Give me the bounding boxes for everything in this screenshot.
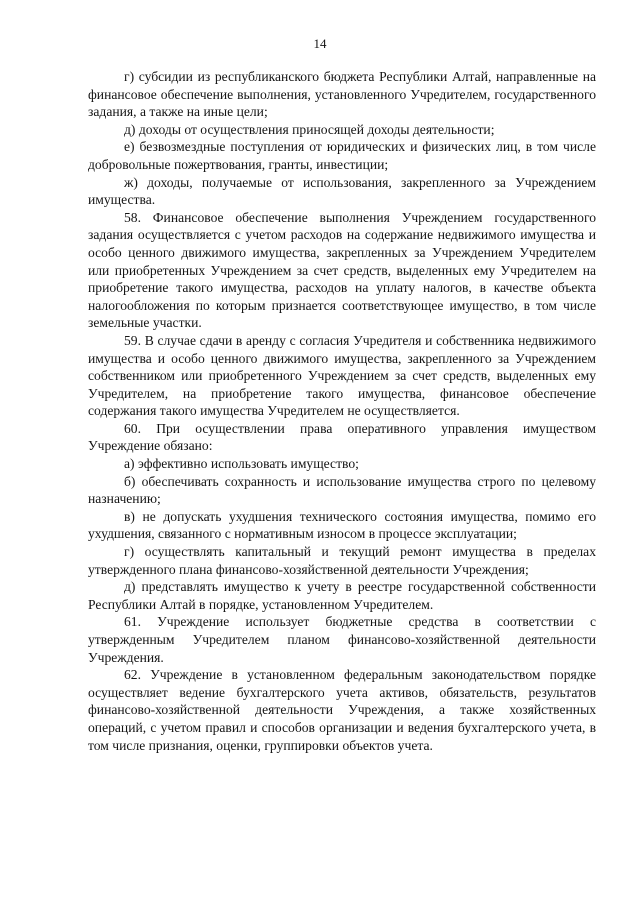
- paragraph-property-income: ж) доходы, получаемые от использования, закрепленного за Учреждением имущества.: [88, 174, 596, 208]
- clause-60-item-a: а) эффективно использовать имущество;: [124, 456, 359, 472]
- clause-59: 59. В случае сдачи в аренду с согласия Учредителя и собственника недвижимого имущества и особо ценного движимого имущества, закрепленного за Учреждением собственником или приобретенного Учреждением за счет средств, выделенных ему Учредителем, на приобретение такого имущества, финансовое обеспечение содержания такого имущества Учредителем не осуществляется.: [88, 332, 596, 419]
- clause-58: 58. Финансовое обеспечение выполнения Учреждением государственного задания осуществляется с учетом расходов на содержание недвижимого имущества и особо ценного движимого имущества, закрепленных за Учреждением Учредителем или приобретенных Учреждением за счет средств, выделенных ему Учредителем на приобретение такого имущества, расходов на уплату налогов, в качестве объекта налогообложения по которым признается соответствующее имущество, в том числе земельные участки.: [88, 209, 596, 331]
- clause-60-item-v: в) не допускать ухудшения технического состояния имущества, помимо его ухудшения, связанного с нормативным износом в процессе эксплуатации;: [88, 508, 596, 542]
- clause-60: 60. При осуществлении права оперативного управления имуществом Учреждение обязано:: [88, 420, 596, 454]
- clause-60-item-g: г) осуществлять капитальный и текущий ремонт имущества в пределах утвержденного плана финансово-хозяйственной деятельности Учреждения;: [88, 544, 596, 577]
- clause-60-item-d: д) представлять имущество к учету в реестре государственной собственности Республики Алтай в порядке, установленном Учредителем.: [88, 579, 596, 612]
- paragraph-subsidies: г) субсидии из республиканского бюджета Республики Алтай, направленные на финансовое обеспечение выполнения, установленного Учредителем, государственного задания, а также на иные цели;: [88, 69, 596, 120]
- clause-60-item-b: б) обеспечивать сохранность и использование имущества строго по целевому назначению;: [88, 473, 596, 507]
- clause-61: 61. Учреждение использует бюджетные средства в соответствии с утвержденным Учредителем планом финансово-хозяйственной деятельности Учреждения.: [88, 614, 596, 665]
- document-body: [88, 68, 596, 754]
- page-number: 14: [313, 36, 327, 51]
- clause-62: 62. Учреждение в установленном федеральным законодательством порядке осуществляет ведение бухгалтерского учета активов, обязательств, результатов финансово-хозяйственной деятельности Учреждения, а также хозяйственных операций, с учетом правил и способов организации и ведения бухгалтерского учета, в том числе признания, оценки, группировки объектов учета.: [88, 667, 596, 753]
- paragraph-gratuitous-receipts: е) безвозмездные поступления от юридических и физических лиц, в том числе добровольные пожертвования, гранты, инвестиции;: [88, 139, 596, 172]
- paragraph-income-activity: д) доходы от осуществления приносящей доходы деятельности;: [124, 121, 495, 137]
